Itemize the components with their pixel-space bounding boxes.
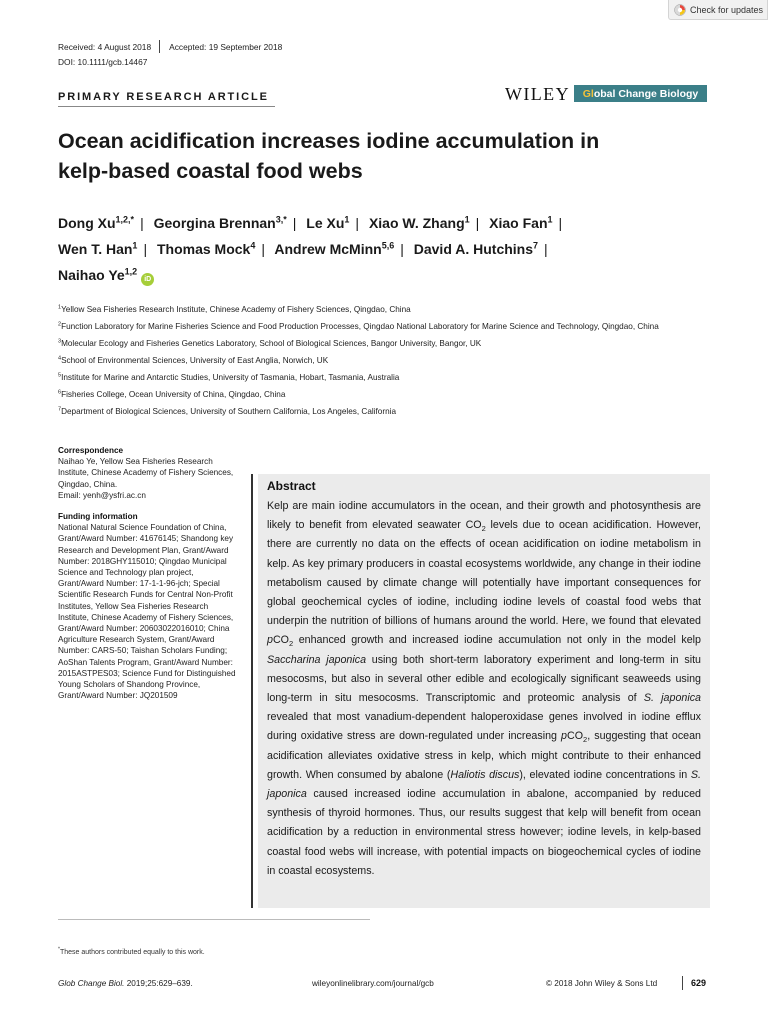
abstract-segment: levels due to ocean acidification. However, there are currently no data on the effects of ocean acidification on iodine metabolism in kelp. As key primary producers in coastal ecosystems worldwide, any change in their iodine metabolism caused by climate change will potentially have important consequences for global geochemical cycles of iodine, including iodine levels of coastal food webs that underpin the nutrition of billions of humans around the world. Here, we found that elevated — [267, 519, 701, 628]
date-separator — [159, 40, 160, 53]
abstract-segment: using both short-term laboratory experiment and long-term in situ mesocosms, but also in several other edible and ecologically significant seaweeds using long-term in situ mesocosms. Transcriptomic and proteomic analysis of — [267, 653, 701, 705]
abstract-segment: 2 — [481, 524, 486, 534]
accepted-date: Accepted: 19 September 2018 — [169, 42, 283, 52]
abstract-segment: ), elevated iodine concentrations in — [519, 768, 691, 781]
author[interactable]: Wen T. Han$^1$ — [58, 240, 138, 257]
article-title-line: Ocean acidification increases iodine accumulation in — [58, 129, 600, 153]
author[interactable]: Georgina Brennan$^{3,*}$ — [153, 214, 287, 231]
abstract-segment: CO — [566, 730, 584, 743]
abstract-segment: S. japonica — [267, 768, 701, 801]
article-type: PRIMARY RESEARCH ARTICLE — [58, 91, 269, 103]
footnote: *These authors contributed equally to this work. — [58, 946, 205, 956]
author[interactable]: Naihao Ye$^{1,2}$ — [58, 266, 138, 283]
sidebar-info — [58, 445, 238, 711]
check-for-updates-button[interactable] — [668, 0, 768, 20]
abstract-segment: , suggesting that ocean acidification alleviates oxidative stress in kelp, which might contribute to their enhanced growth. When consumed by abalone ( — [267, 730, 701, 781]
author[interactable]: David A. Hutchins$^7$ — [413, 240, 539, 257]
author[interactable]: Thomas Mock$^4$ — [156, 240, 256, 257]
abstract-segment: p — [267, 634, 273, 647]
funding-body: National Natural Science Foundation of China, Grant/Award Number: 41676145; Shandong key Research and Development Plan, Grant/Award Number: 2018GHY115010; Qingdao Municipal Science and Technology plan project, Grant/Award Number: 17-1-1-96-jch; Special Scientific Research Funds for Central Non-Profit Institutes, Yellow Sea Fisheries Research Institute, Chinese Academy of Fishery Sciences, Grant/Award Number: 20603022016010; China Agriculture Research System, Grant/Award Number: CARS-50; Taishan Scholars Funding; AoShan Talents Program, Grant/Award Number: 2015ASTPES03; Science Fund for Distinguished Young Scholars of Shandong Province, Grant/Award Number: JQ201509 — [58, 523, 236, 701]
footer-copyright: © 2018 John Wiley & Sons Ltd — [546, 979, 658, 988]
abstract-segment: Haliotis discus — [450, 768, 520, 781]
abstract-segment: Saccharina japonica — [267, 653, 367, 666]
author[interactable]: Xiao W. Zhang$^1$ — [368, 214, 470, 231]
affiliation: $^4$School of Environmental Sciences, University of East Anglia, Norwich, UK — [58, 355, 329, 365]
affiliation: $^2$Function Laboratory for Marine Fisheries Science and Food Production Processes, Qingdao National Laboratory for Marine Science and Technology, Qingdao, China — [58, 321, 659, 331]
abstract-rule — [251, 474, 253, 908]
correspondence — [58, 445, 238, 501]
abstract-segment: Kelp are main iodine accumulators in the ocean, and their growth and photosynthesis are likely to benefit from elevated seawater CO — [267, 500, 701, 532]
footer-url[interactable]: wileyonlinelibrary.com/journal/gcb — [312, 979, 434, 988]
author[interactable]: Dong $Xu^{1,2,*}$ — [58, 214, 135, 231]
abstract-text — [267, 497, 701, 881]
footer-citation: Glob Change Biol. 2019;25:629–639. — [58, 979, 193, 988]
affiliation: $^7$Department of Biological Sciences, University of Southern California, Los Angeles, California — [58, 406, 397, 416]
affiliation: $^1$Yellow Sea Fisheries Research Institute, Chinese Academy of Fishery Sciences, Qingdao, China — [58, 304, 411, 314]
abstract-segment: enhanced growth and increased iodine accumulation not only in the model kelp — [293, 634, 701, 647]
abstract-segment: caused increased iodine accumulation in abalone, accompanied by reduced synthesis of thyroid hormones. Thus, our results suggest that kelp will benefit from ocean acidification by a reduction in environmental stress however; iodine levels, in kelp-based coastal food webs will increase, with potential impacts on biogeochemical cycles of iodine in coastal ecosystems. — [267, 788, 701, 877]
footnote-rule — [58, 919, 370, 920]
affiliation: $^3$Molecular Ecology and Fisheries Genetics Laboratory, School of Biological Sciences, Bangor University, Bangor, UK — [58, 338, 482, 348]
received-date: Received: 4 August 2018 — [58, 42, 152, 52]
funding-information — [58, 511, 238, 701]
correspondence-email[interactable]: Email: yenh@ysfri.ac.cn — [58, 490, 146, 500]
footer-separator — [682, 976, 683, 990]
author[interactable]: Andrew McMinn$^{5,6}$ — [274, 240, 395, 257]
author[interactable]: Le Xu$^1$ — [306, 214, 350, 231]
journal-logo-text: obal Change Biology — [593, 87, 699, 100]
abstract-section — [258, 474, 710, 908]
author-line — [58, 262, 718, 288]
article-dates — [58, 40, 282, 53]
article-title-line: kelp-based coastal food webs — [58, 159, 363, 183]
crossmark-icon — [674, 4, 686, 16]
abstract-segment: p — [561, 730, 567, 743]
abstract-segment: S. japonica — [643, 692, 701, 705]
author-list — [58, 210, 718, 288]
abstract-segment: revealed that most vanadium-dependent haloperoxidase genes involved in iodine efflux during oxidative stress are down-regulated under increasing — [267, 711, 701, 743]
correspondence-body: Naihao Ye, Yellow Sea Fisheries Research Institute, Chinese Academy of Fishery Sciences, Qingdao, China. — [58, 457, 234, 489]
article-title — [58, 126, 678, 186]
journal-logo — [574, 85, 707, 102]
page-number: 629 — [691, 978, 707, 988]
abstract-segment: 2 — [583, 735, 588, 745]
funding-heading: Funding information — [58, 512, 138, 522]
doi[interactable]: DOI: 10.1111/gcb.14467 — [58, 57, 148, 67]
author[interactable]: Xiao Fan$^1$ — [489, 214, 553, 231]
abstract-segment: CO — [272, 634, 289, 647]
abstract-heading: Abstract — [267, 479, 316, 493]
affiliation: $^5$Institute for Marine and Antarctic Studies, University of Tasmania, Hobart, Tasmania, Australia — [58, 372, 400, 382]
article-type-underline — [58, 106, 275, 107]
affiliations — [58, 304, 708, 423]
author-line: Dong $Xu^{1,2,*}$ | Georgina Brennan$^{3,*}$ | Le Xu$^1$ | Xiao W. Zhang$^1$ | Xiao Fan$^1$ | — [58, 214, 563, 231]
journal-logo-accent: Gl — [582, 87, 594, 100]
affiliation: $^6$Fisheries College, Ocean University of China, Qingdao, China — [58, 389, 286, 399]
check-for-updates-label: Check for updates — [690, 4, 764, 15]
abstract-segment: 2 — [288, 639, 294, 649]
wiley-logo: WILEY — [505, 84, 570, 104]
orcid-icon[interactable]: iD — [141, 273, 154, 286]
author-line: Wen T. Han$^1$ | Thomas Mock$^4$ | Andrew McMinn$^{5,6}$ | David A. Hutchins$^7$ | — [58, 240, 548, 257]
correspondence-heading: Correspondence — [58, 446, 124, 455]
